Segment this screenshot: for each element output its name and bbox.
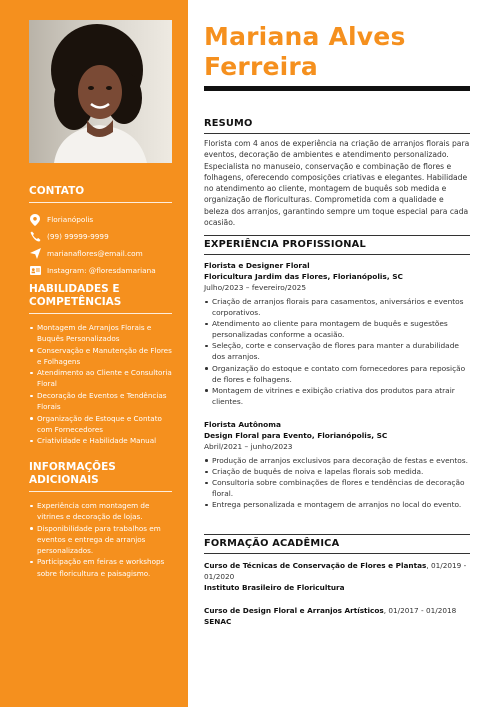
contact-instagram[interactable] (29, 262, 172, 279)
education-entry (204, 605, 470, 627)
contact-heading: CONTATO (29, 185, 172, 203)
skills-list (29, 322, 172, 447)
list-item: Montagem de Arranjos Florais e Buquês Personalizados (29, 322, 172, 344)
contact-location (29, 211, 172, 228)
education-period: , 01/2017 - 01/2018 (383, 606, 457, 615)
skills-heading: HABILIDADES E COMPETÊNCIAS (29, 283, 172, 314)
additional-heading: INFORMAÇÕES ADICIONAIS (29, 461, 172, 492)
contact-location-text: Florianópolis (47, 215, 94, 224)
list-item: Entrega personalizada e montagem de arranjos no local do evento. (204, 499, 470, 510)
additional-list (29, 500, 172, 579)
list-item: Criação de buquês de noiva e lapelas florais sob medida. (204, 466, 470, 477)
summary-heading: RESUMO (204, 118, 253, 129)
list-item: Decoração de Eventos e Tendências Florais (29, 390, 172, 412)
location-pin-icon (29, 214, 41, 226)
experience-rule (204, 254, 470, 255)
phone-icon (29, 231, 41, 243)
list-item: Consultoria sobre combinações de flores e tendências de decoração floral. (204, 477, 470, 499)
contact-email-text[interactable]: marianaflores@email.com (47, 249, 143, 258)
list-item: Criatividade e Habilidade Manual (29, 435, 172, 446)
contact-phone (29, 228, 172, 245)
summary-text: Florista com 4 anos de experiência na criação de arranjos florais para eventos, decoração de ambientes e atendimento personalizado. Especialista no manuseio, conservação e combinação de flores e folhagens, oferecendo composições criativas e elegantes. Habilidade no atendimento ao cliente, montagem de buquês sob medida e organização de floriculturas. Comprometida com a qualidade e beleza dos arranjos, garantindo sempre um toque especial para cada ocasião. (204, 139, 470, 228)
list-item: Participação em feiras e workshops sobre floricultura e paisagismo. (29, 556, 172, 578)
list-item: Seleção, corte e conservação de flores para manter a durabilidade dos arranjos. (204, 340, 470, 362)
job-company: Floricultura Jardim das Flores, Florianópolis, SC (204, 272, 403, 281)
id-card-icon (29, 265, 41, 277)
education-institution: Instituto Brasileiro de Floricultura (204, 583, 345, 592)
list-item: Montagem de vitrines e exibição criativa dos produtos para atrair clientes. (204, 385, 470, 407)
education-course-line (204, 560, 470, 582)
list-item: Atendimento ao cliente para montagem de buquês e sugestões personalizadas conforme a ocasião. (204, 318, 470, 340)
list-item: Organização de Estoque e Contato com Fornecedores (29, 413, 172, 435)
education-rule-top (204, 534, 470, 535)
job-company: Design Floral para Evento, Florianópolis, SC (204, 430, 388, 440)
skills-section (29, 283, 172, 447)
education-course: Curso de Design Floral e Arranjos Artísticos (204, 606, 384, 615)
job-title: Florista Autônoma (204, 419, 281, 429)
education-institution: SENAC (204, 617, 232, 626)
sidebar (0, 0, 188, 707)
education-rule (204, 553, 470, 554)
education-course: Curso de Técnicas de Conservação de Flores e Plantas (204, 561, 427, 570)
additional-section (29, 461, 172, 579)
job-entry (204, 419, 470, 510)
list-item: Conservação e Manutenção de Flores e Folhagens (29, 345, 172, 367)
education-course-line (204, 605, 470, 616)
contact-section (29, 185, 172, 279)
summary-section (204, 118, 470, 228)
candidate-name: Mariana Alves Ferreira (204, 22, 406, 81)
experience-heading: EXPERIÊNCIA PROFISSIONAL (204, 239, 366, 250)
list-item: Disponibilidade para trabalhos em eventos e entrega de arranjos personalizados. (29, 523, 172, 556)
list-item: Produção de arranjos exclusivos para decoração de festas e eventos. (204, 455, 470, 466)
education-section (204, 534, 470, 627)
summary-rule (204, 133, 470, 134)
list-item: Experiência com montagem de vitrines e decoração de lojas. (29, 500, 172, 522)
profile-photo-illustration (29, 20, 172, 163)
education-heading: FORMAÇÃO ACADÊMICA (204, 538, 340, 549)
name-underline (204, 86, 470, 91)
list-item: Criação de arranjos florais para casamentos, aniversários e eventos corporativos. (204, 296, 470, 318)
job-bullets (204, 296, 470, 407)
job-date: Julho/2023 – fevereiro/2025 (204, 283, 307, 292)
education-period: , 01/2019 - 01/2020 (204, 561, 467, 581)
job-bullets (204, 455, 470, 510)
experience-section (204, 235, 470, 510)
contact-email[interactable] (29, 245, 172, 262)
send-icon (29, 248, 41, 260)
job-title: Florista e Designer Floral (204, 261, 310, 270)
contact-instagram-text[interactable]: Instagram: @floresdamariana (47, 266, 156, 275)
list-item: Atendimento ao Cliente e Consultoria Floral (29, 367, 172, 389)
profile-photo (29, 20, 172, 163)
list-item: Organização do estoque e contato com fornecedores para reposição de flores e folhagens. (204, 363, 470, 385)
job-entry (204, 260, 470, 407)
experience-rule-top (204, 235, 470, 236)
contact-phone-text: (99) 99999-9999 (47, 232, 109, 241)
education-entry (204, 560, 470, 593)
job-date: Abril/2021 – junho/2023 (204, 441, 293, 451)
